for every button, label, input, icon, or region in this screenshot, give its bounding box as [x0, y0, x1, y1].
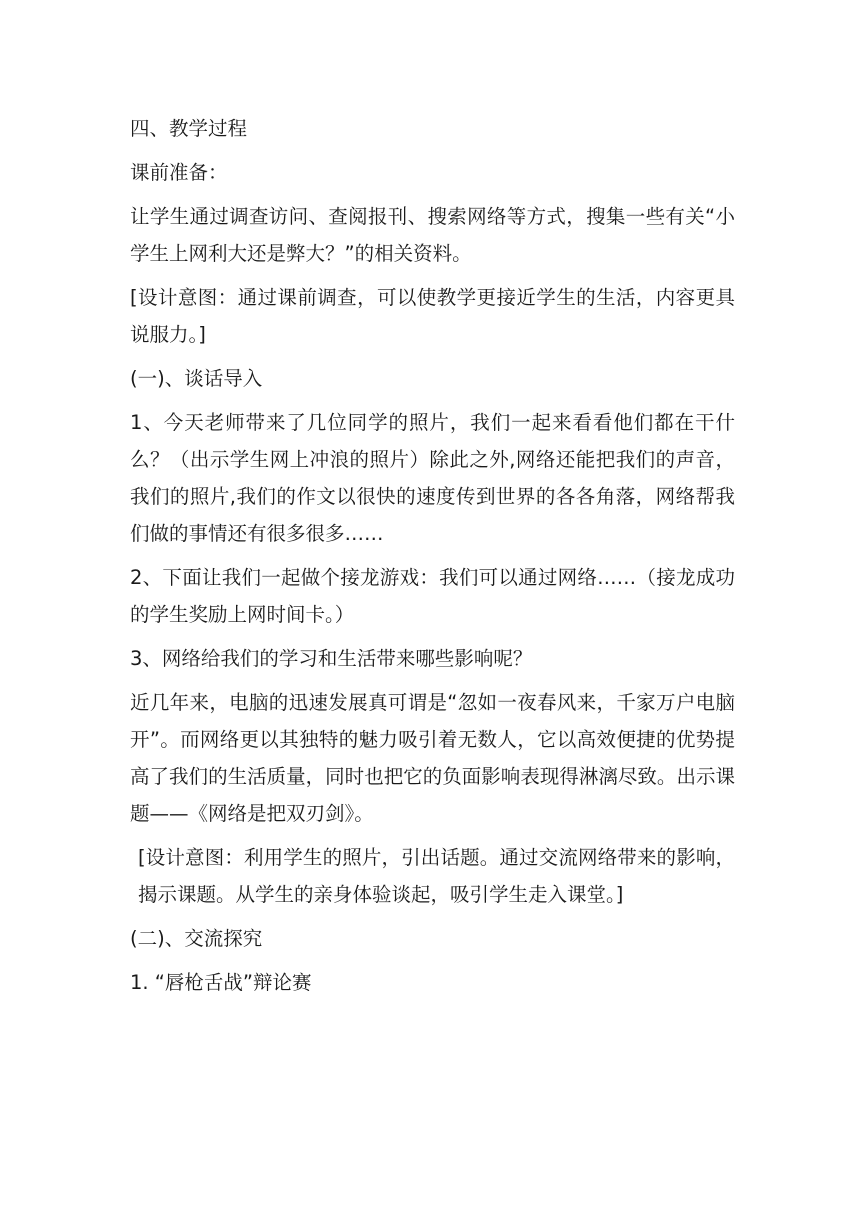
paragraph-network-impact: 近几年来，电脑的迅速发展真可谓是“忽如一夜春风来，千家万户电脑开”。而网络更以其独特的魅力吸引着无数人，它以高效便捷的优势提高了我们的生活质量，同时也把它的负面影响表现得淋漓尽致。出示课题——《网络是把双刃剑》。 [130, 691, 735, 825]
paragraph-step-2: 2、下面让我们一起做个接龙游戏：我们可以通过网络……（接龙成功的学生奖励上网时间卡。） [130, 566, 735, 626]
paragraph-design-intent-1: [设计意图：通过课前调查，可以使教学更接近学生的生活，内容更具说服力。] [130, 286, 735, 346]
subheading-introduction: (一)、谈话导入 [130, 367, 263, 390]
paragraph-design-intent-2: [设计意图：利用学生的照片，引出话题。通过交流网络带来的影响，揭示课题。从学生的亲身体验谈起，吸引学生走入课堂。] [138, 846, 735, 906]
section-heading-teaching-process: 四、教学过程 [130, 117, 248, 140]
document-body [130, 110, 735, 1008]
subheading-exploration: (二)、交流探究 [130, 927, 263, 950]
paragraph-step-3: 3、网络给我们的学习和生活带来哪些影响呢？ [130, 647, 533, 670]
paragraph-preparation-task: 让学生通过调查访问、查阅报刊、搜索网络等方式，搜集一些有关“小学生上网利大还是弊大？”的相关资料。 [130, 205, 735, 265]
paragraph-debate: 1. “唇枪舌战”辩论赛 [130, 971, 312, 994]
subheading-preparation: 课前准备： [130, 161, 228, 184]
paragraph-step-1: 1、今天老师带来了几位同学的照片，我们一起来看看他们都在干什么？（出示学生网上冲浪的照片）除此之外,网络还能把我们的声音，我们的照片,我们的作文以很快的速度传到世界的各各角落，网络帮我们做的事情还有很多很多…… [130, 411, 735, 545]
